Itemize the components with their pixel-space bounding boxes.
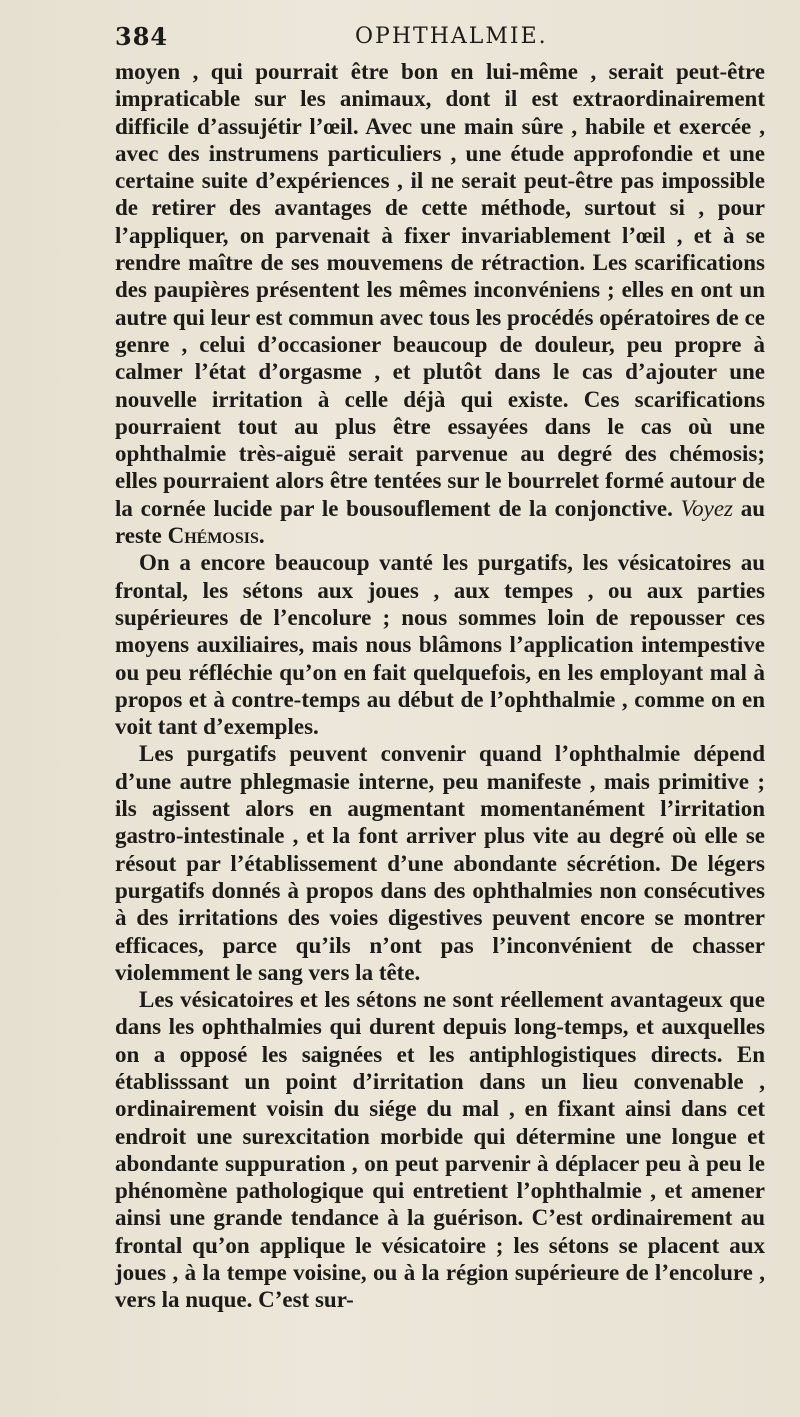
body-text — [115, 58, 765, 1314]
paragraph-4: Les vésicatoires et les sétons ne sont réellement avantageux que dans les ophthalmies qui durent depuis long-temps, et auxquelles on a opposé les saignées et les antiphlogistiques directs. En établisssant un point d’irritation dans un lieu convenable , ordinairement voisin du siége du mal , en fixant ainsi dans cet endroit une surexcitation morbide qui détermine une longue et abondante suppuration , on peut parvenir à déplacer peu à peu le phénomène pathologique qui entretient l’ophthalmie , et amener ainsi une grande tendance à la guérison. C’est ordinairement au frontal qu’on applique le vésicatoire ; les sétons se placent aux joues , à la tempe voisine, ou à la région supérieure de l’encolure , vers la nuque. C’est sur- — [115, 987, 765, 1313]
paragraph-3: Les purgatifs peuvent convenir quand l’ophthalmie dépend d’une autre phlegmasie interne, peu manifeste , mais primitive ; ils agissent alors en augmentant momentanément l’irritation gastro-intestinale , et la font arriver plus vite au degré où elle se résout par l’établissement d’une abondante sécrétion. De légers purgatifs donnés à propos dans des ophthalmies non consécutives à des irritations des voies digestives peuvent encore se montrer efficaces, parce qu’ils n’ont pas l’inconvénient de chasser violemment le sang vers la tête. — [115, 741, 765, 985]
paragraph-1-text: moyen , qui pourrait être bon en lui-même , serait peut-être impraticable sur les animaux, dont il est extraordinairement difficile d’assujétir l’œil. Avec une main sûre , habile et exercée , avec des instrumens particuliers , une étude approfondie et une certaine suite d’expériences , il ne serait peut-être pas impossible de retirer des avantages de cette méthode, surtout si , pour l’appliquer, on parvenait à fixer invariablement l’œil , et à se rendre maître de ses mouvemens de rétraction. Les scarifications des paupières présentent les mêmes inconvéniens ; elles en ont un autre qui leur est commun avec tous les procédés opératoires de ce genre , celui d’occasioner beaucoup de douleur, peu propre à calmer l’état d’orgasme , et plutôt dans le cas d’ajouter une nouvelle irritation à celle déjà qui existe. Ces scarifications pourraient tout au plus être essayées dans le cas où une ophthalmie très-aiguë serait parvenue au degré des chémosis; elles pourraient alors être tentées sur le bourrelet formé autour de la cornée lucide par le bousouflement de la conjonctive. — [115, 59, 765, 521]
page-header — [115, 22, 775, 56]
voyez-word: Voyez — [680, 495, 733, 521]
running-head: OPHTHALMIE. — [355, 24, 548, 49]
paragraph-1 — [115, 58, 765, 549]
page-number: 384 — [115, 22, 169, 51]
paragraph-2: On a encore beaucoup vanté les purgatifs, les vésicatoires au frontal, les sétons aux joues , aux tempes , ou aux parties supérieures de l’encolure ; nous sommes loin de repousser ces moyens auxiliaires, mais nous blâmons l’application intempestive ou peu réfléchie qu’on en fait quelquefois, en les employant mal à propos et à contre-temps au début de l’ophthalmie , comme on en voit tant d’exemples. — [115, 550, 765, 740]
cross-reference: Chémosis. — [167, 523, 265, 549]
au-reste-text: au reste — [115, 495, 766, 549]
